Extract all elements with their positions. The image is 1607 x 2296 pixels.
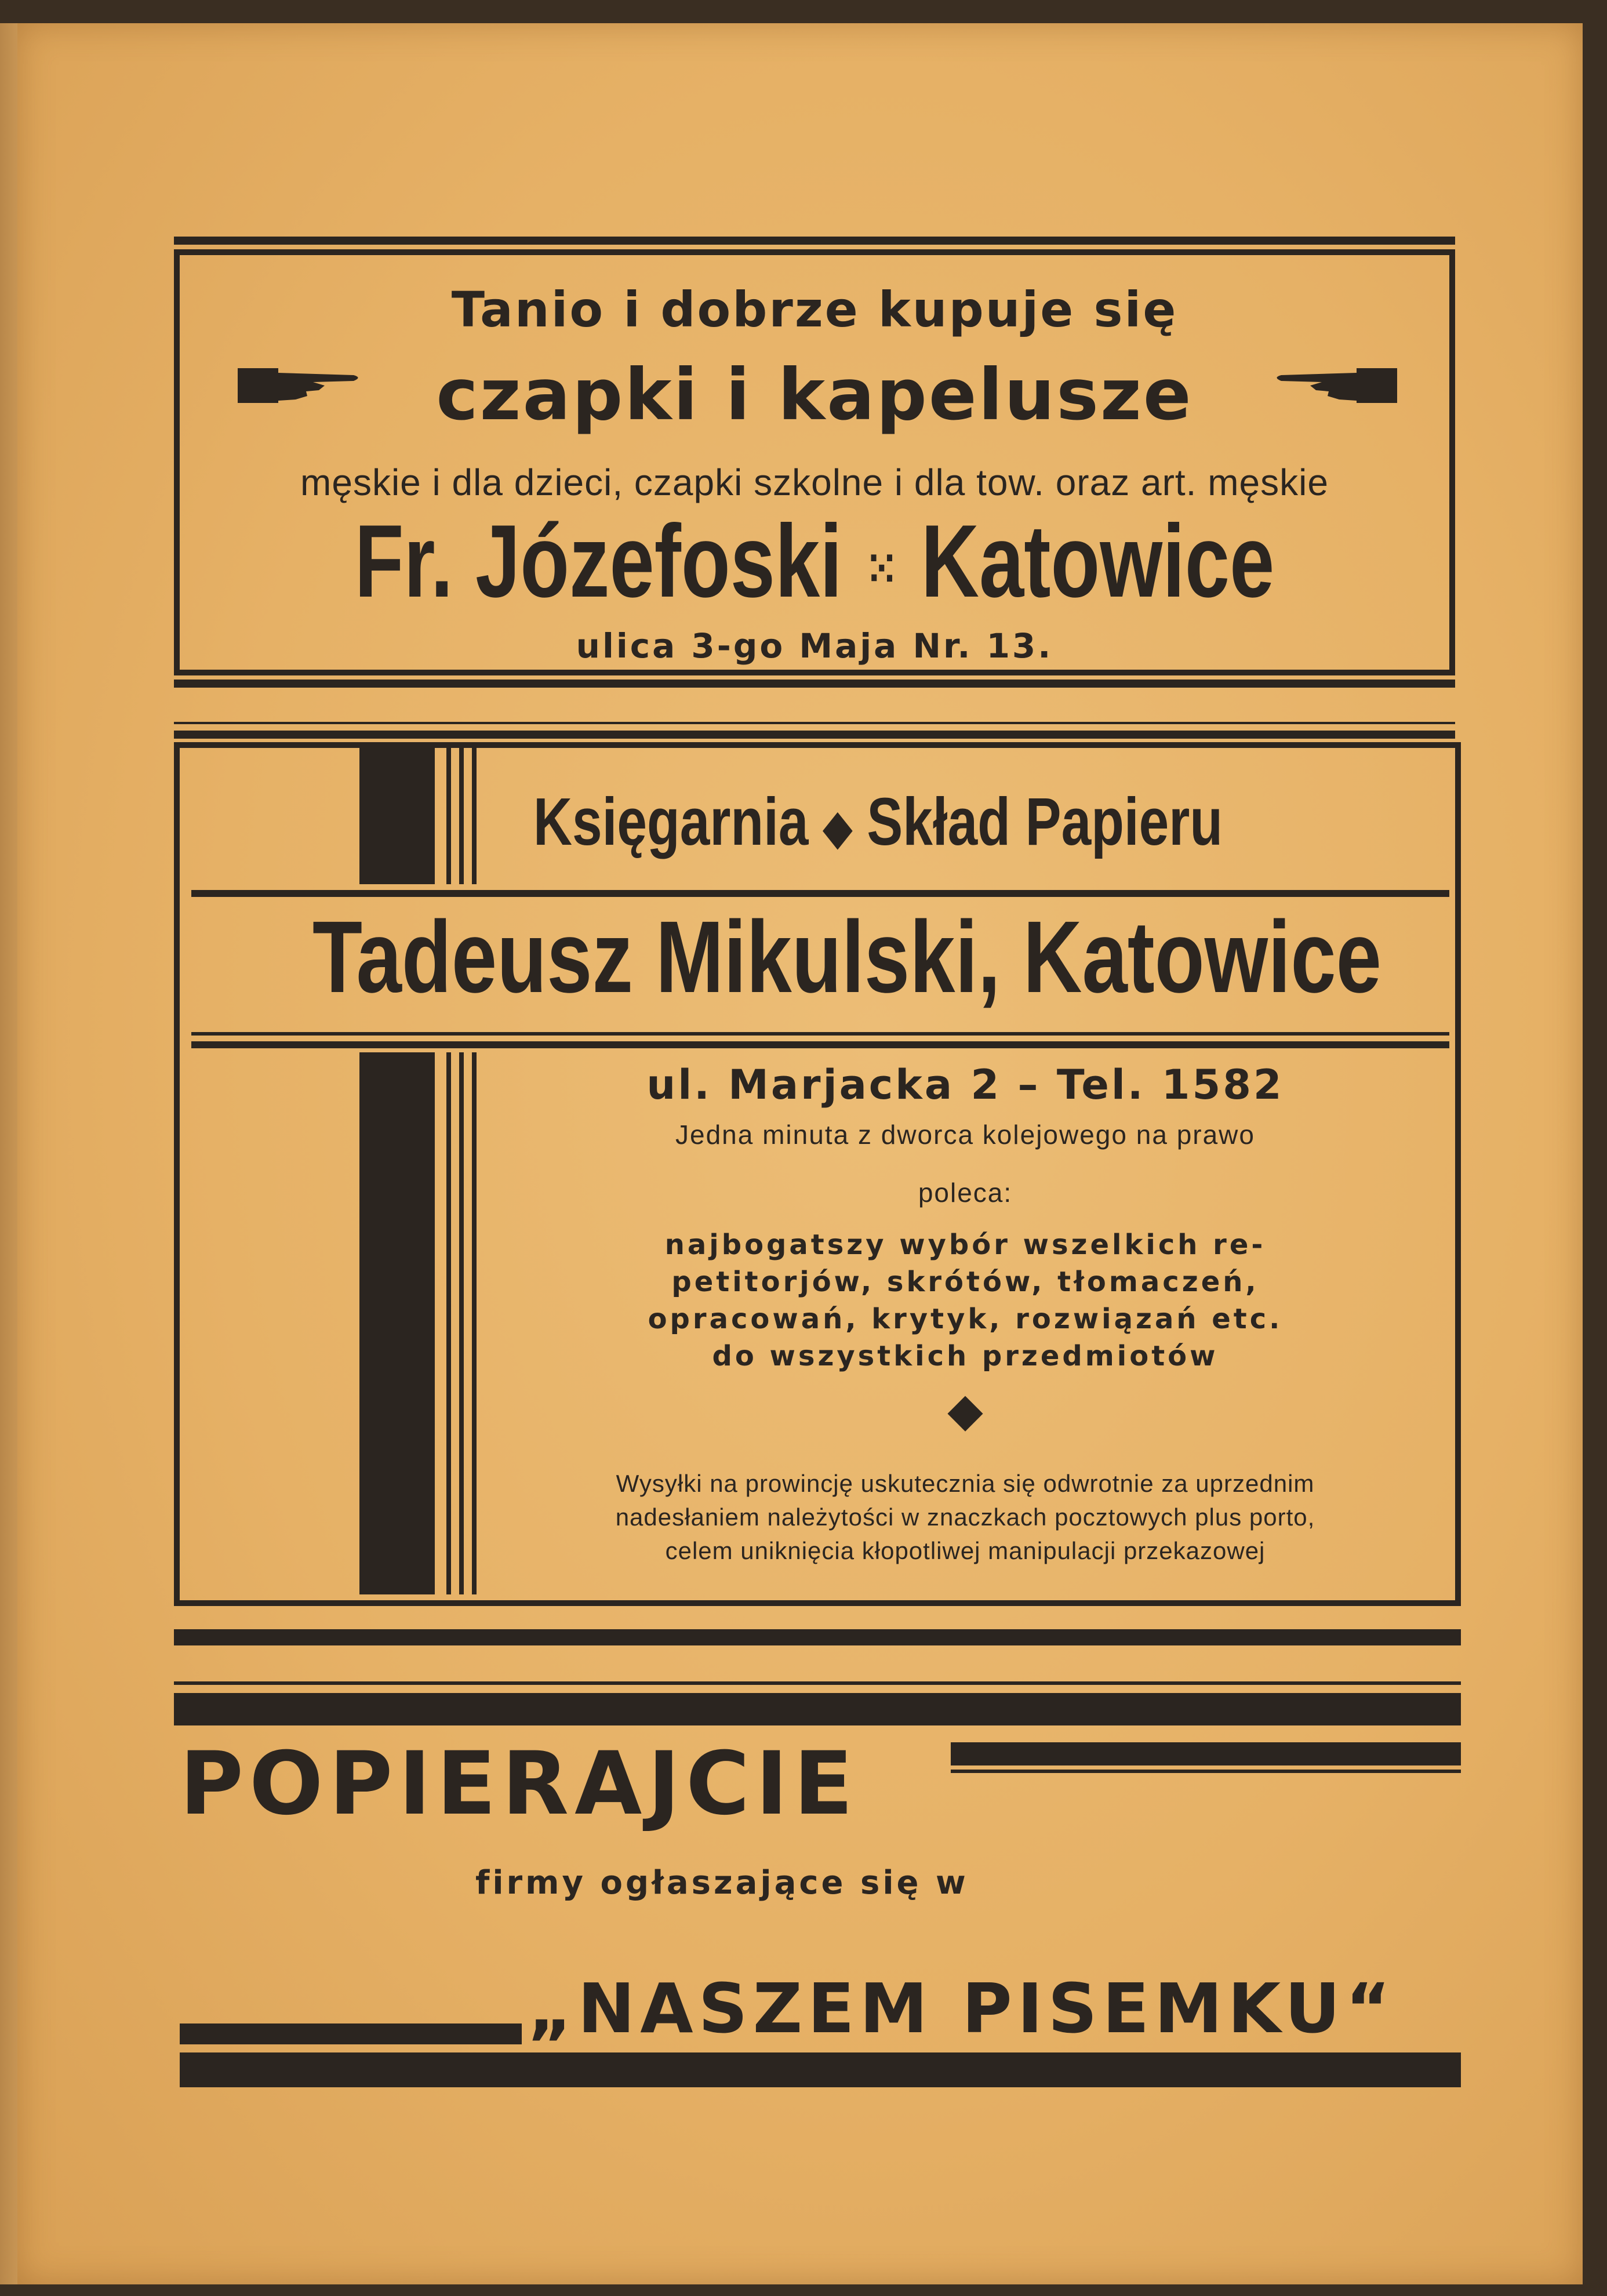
ad-hats-product: czapki i kapelusze xyxy=(436,354,1193,436)
ad-hats-tagline: Tanio i dobrze kupuje się xyxy=(451,281,1178,338)
ad-bookshop-heading xyxy=(533,783,1223,860)
ad-bookshop-name-rule-bottom xyxy=(191,1041,1449,1048)
ad-bookshop-offer xyxy=(493,1226,1438,1375)
ad-hats-city: Katowice xyxy=(921,503,1275,619)
ad-bookshop-name-rule-mid xyxy=(191,1032,1449,1036)
decor-line xyxy=(459,748,464,884)
ad-hats-address: ulica 3-go Maja Nr. 13. xyxy=(576,626,1053,666)
ad-hats-top-rule xyxy=(174,237,1455,245)
ad-hats-description: męskie i dla dzieci, czapki szkolne i dla tow. oraz art. męskie xyxy=(300,462,1329,503)
decor-line xyxy=(472,1052,477,1594)
offer-line: petitorjów, skrótów, tłomaczeń, xyxy=(671,1266,1259,1298)
ad-hats-company-name: Fr. Józefoski xyxy=(354,503,842,619)
offer-line: najbogatszy wybór wszelkich re- xyxy=(664,1229,1266,1261)
footer-line: celem uniknięcia kłopotliwej manipulacji przekazowej xyxy=(665,1537,1266,1564)
diamond-icon: ◆ xyxy=(823,801,852,853)
ad-bookshop-recommends: poleca: xyxy=(918,1178,1013,1208)
support-top-bar xyxy=(174,1693,1461,1725)
ad-bookshop-heading-left: Księgarnia xyxy=(533,784,809,859)
support-bottom-bar xyxy=(180,2052,1461,2087)
decor-line xyxy=(472,748,477,884)
support-headline-bar xyxy=(951,1742,1461,1765)
decor-line xyxy=(446,1052,451,1594)
offer-line: opracowań, krytyk, rozwiązań etc. xyxy=(648,1303,1283,1335)
offer-line: do wszystkich przedmiotów xyxy=(712,1340,1219,1372)
decor-block-bottom xyxy=(359,1052,435,1594)
pointing-hand-left-icon xyxy=(1270,362,1397,409)
ad-bookshop-name-rule-top xyxy=(191,890,1449,897)
ad-hats-separator: ⁙ xyxy=(864,540,899,599)
support-title-bar xyxy=(180,2023,522,2044)
support-headline-hairline xyxy=(951,1770,1461,1773)
ad-bookshop-footer xyxy=(493,1467,1438,1568)
ad-bookshop-address: ul. Marjacka 2 – Tel. 1582 xyxy=(646,1061,1284,1109)
ad-bookshop-top-rule xyxy=(174,731,1455,739)
diamond-icon: ◆ xyxy=(947,1383,983,1437)
page xyxy=(17,23,1583,2284)
ad-bookshop-bottom-rule xyxy=(174,1629,1461,1645)
ad-bookshop-name: Tadeusz Mikulski, Katowice xyxy=(312,900,1381,1014)
support-subline: firmy ogłaszające się w xyxy=(475,1864,969,1902)
ad-hats-company xyxy=(324,502,1306,620)
footer-line: Wysyłki na prowincję uskutecznia się odwrotnie za uprzednim xyxy=(616,1470,1315,1497)
decor-line xyxy=(459,1052,464,1594)
support-headline: POPIERAJCIE xyxy=(180,1734,859,1834)
support-hairline xyxy=(174,1681,1461,1685)
decor-line xyxy=(446,748,451,884)
support-title: „NASZEM PISEMKU“ xyxy=(528,1968,1396,2048)
ad-bookshop-directions: Jedna minuta z dworca kolejowego na prawo xyxy=(675,1120,1255,1150)
ad-hats-bottom-rule xyxy=(174,680,1455,688)
decor-block-top xyxy=(359,748,435,884)
ad-bookshop-hairline-top xyxy=(174,722,1455,724)
footer-line: nadesłaniem należytości w znaczkach pocztowych plus porto, xyxy=(615,1503,1315,1531)
ad-bookshop-heading-right: Skład Papieru xyxy=(867,784,1223,859)
